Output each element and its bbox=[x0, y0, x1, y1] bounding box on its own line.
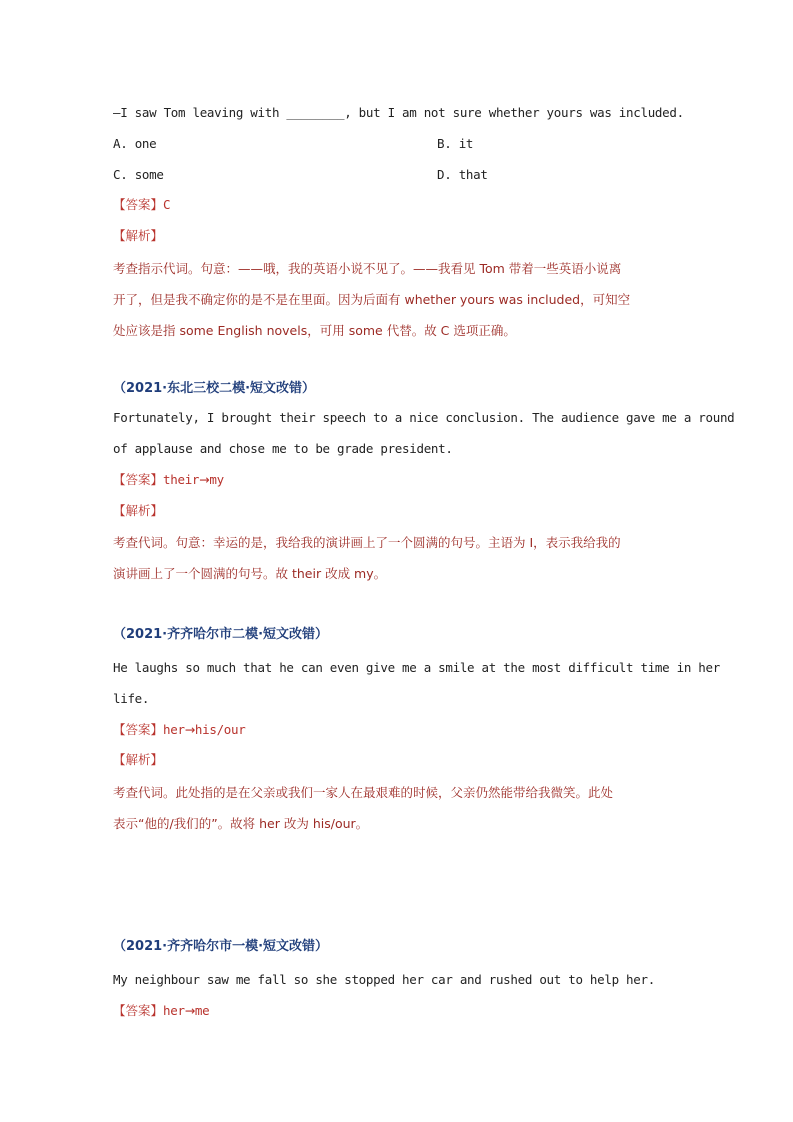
option-label: D. bbox=[437, 167, 452, 182]
q3-source: （2021·齐齐哈尔市二模·短文改错） bbox=[113, 627, 329, 642]
answer-value: C bbox=[163, 197, 171, 212]
option-label: B. bbox=[437, 136, 452, 151]
q2-source: （2021·东北三校二模·短文改错） bbox=[113, 381, 316, 396]
answer-to: his/our bbox=[194, 722, 246, 737]
arrow-icon: → bbox=[199, 472, 210, 487]
q1-option-b bbox=[437, 136, 473, 152]
option-text: some bbox=[134, 167, 164, 182]
q4-answer bbox=[113, 1003, 209, 1019]
answer-tag: 【答案】 bbox=[113, 722, 164, 737]
q1-analysis-line-2: 开了，但是我不确定你的是不是在里面。因为后面有 whether yours was included，可知空 bbox=[113, 292, 631, 307]
answer-from: her bbox=[163, 1003, 185, 1018]
answer-to: me bbox=[194, 1003, 210, 1018]
q3-analysis-tag: 【解析】 bbox=[113, 752, 164, 767]
arrow-icon: → bbox=[184, 722, 195, 737]
q1-option-d bbox=[437, 167, 488, 183]
option-text: that bbox=[458, 167, 488, 182]
q1-answer bbox=[113, 197, 170, 213]
q2-analysis-tag: 【解析】 bbox=[113, 503, 164, 518]
answer-tag: 【答案】 bbox=[113, 1003, 164, 1018]
q2-analysis-line-1: 考查代词。句意：幸运的是，我给我的演讲画上了一个圆满的句号。主语为 I，表示我给我的 bbox=[113, 535, 621, 550]
q1-analysis-tag: 【解析】 bbox=[113, 228, 164, 243]
q2-text-line-1: Fortunately, I brought their speech to a nice conclusion. The audience gave me a round bbox=[113, 410, 735, 425]
answer-from: her bbox=[163, 722, 185, 737]
q1-analysis-line-1: 考查指示代词。句意：——哦，我的英语小说不见了。——我看见 Tom 带着一些英语小说离 bbox=[113, 261, 622, 276]
option-label: C. bbox=[113, 167, 128, 182]
q1-option-a bbox=[113, 136, 156, 152]
q1-stem: —I saw Tom leaving with ________, but I am not sure whether yours was included. bbox=[113, 105, 684, 120]
option-text: it bbox=[458, 136, 474, 151]
q3-text-line-1: He laughs so much that he can even give me a smile at the most difficult time in her bbox=[113, 660, 720, 675]
option-label: A. bbox=[113, 136, 128, 151]
q4-text-line-1: My neighbour saw me fall so she stopped her car and rushed out to help her. bbox=[113, 972, 655, 987]
answer-from: their bbox=[163, 472, 200, 487]
answer-to: my bbox=[209, 472, 224, 487]
q2-analysis-line-2: 演讲画上了一个圆满的句号。故 their 改成 my。 bbox=[113, 566, 387, 581]
q3-analysis-line-1: 考查代词。此处指的是在父亲或我们一家人在最艰难的时候，父亲仍然能带给我微笑。此处 bbox=[113, 785, 614, 800]
arrow-icon: → bbox=[184, 1003, 195, 1018]
answer-tag: 【答案】 bbox=[113, 472, 164, 487]
answer-tag: 【答案】 bbox=[113, 197, 164, 212]
q1-analysis-line-3: 处应该是指 some English novels，可用 some 代替。故 C 选项正确。 bbox=[113, 323, 516, 338]
q3-answer bbox=[113, 722, 245, 738]
option-text: one bbox=[134, 136, 157, 151]
q1-option-c bbox=[113, 167, 164, 183]
q2-answer bbox=[113, 472, 224, 488]
q4-source: （2021·齐齐哈尔市一模·短文改错） bbox=[113, 939, 329, 954]
q3-text-line-2: life. bbox=[113, 691, 150, 706]
q2-text-line-2: of applause and chose me to be grade president. bbox=[113, 441, 453, 456]
q3-analysis-line-2: 表示“他的/我们的”。故将 her 改为 his/our。 bbox=[113, 816, 369, 831]
